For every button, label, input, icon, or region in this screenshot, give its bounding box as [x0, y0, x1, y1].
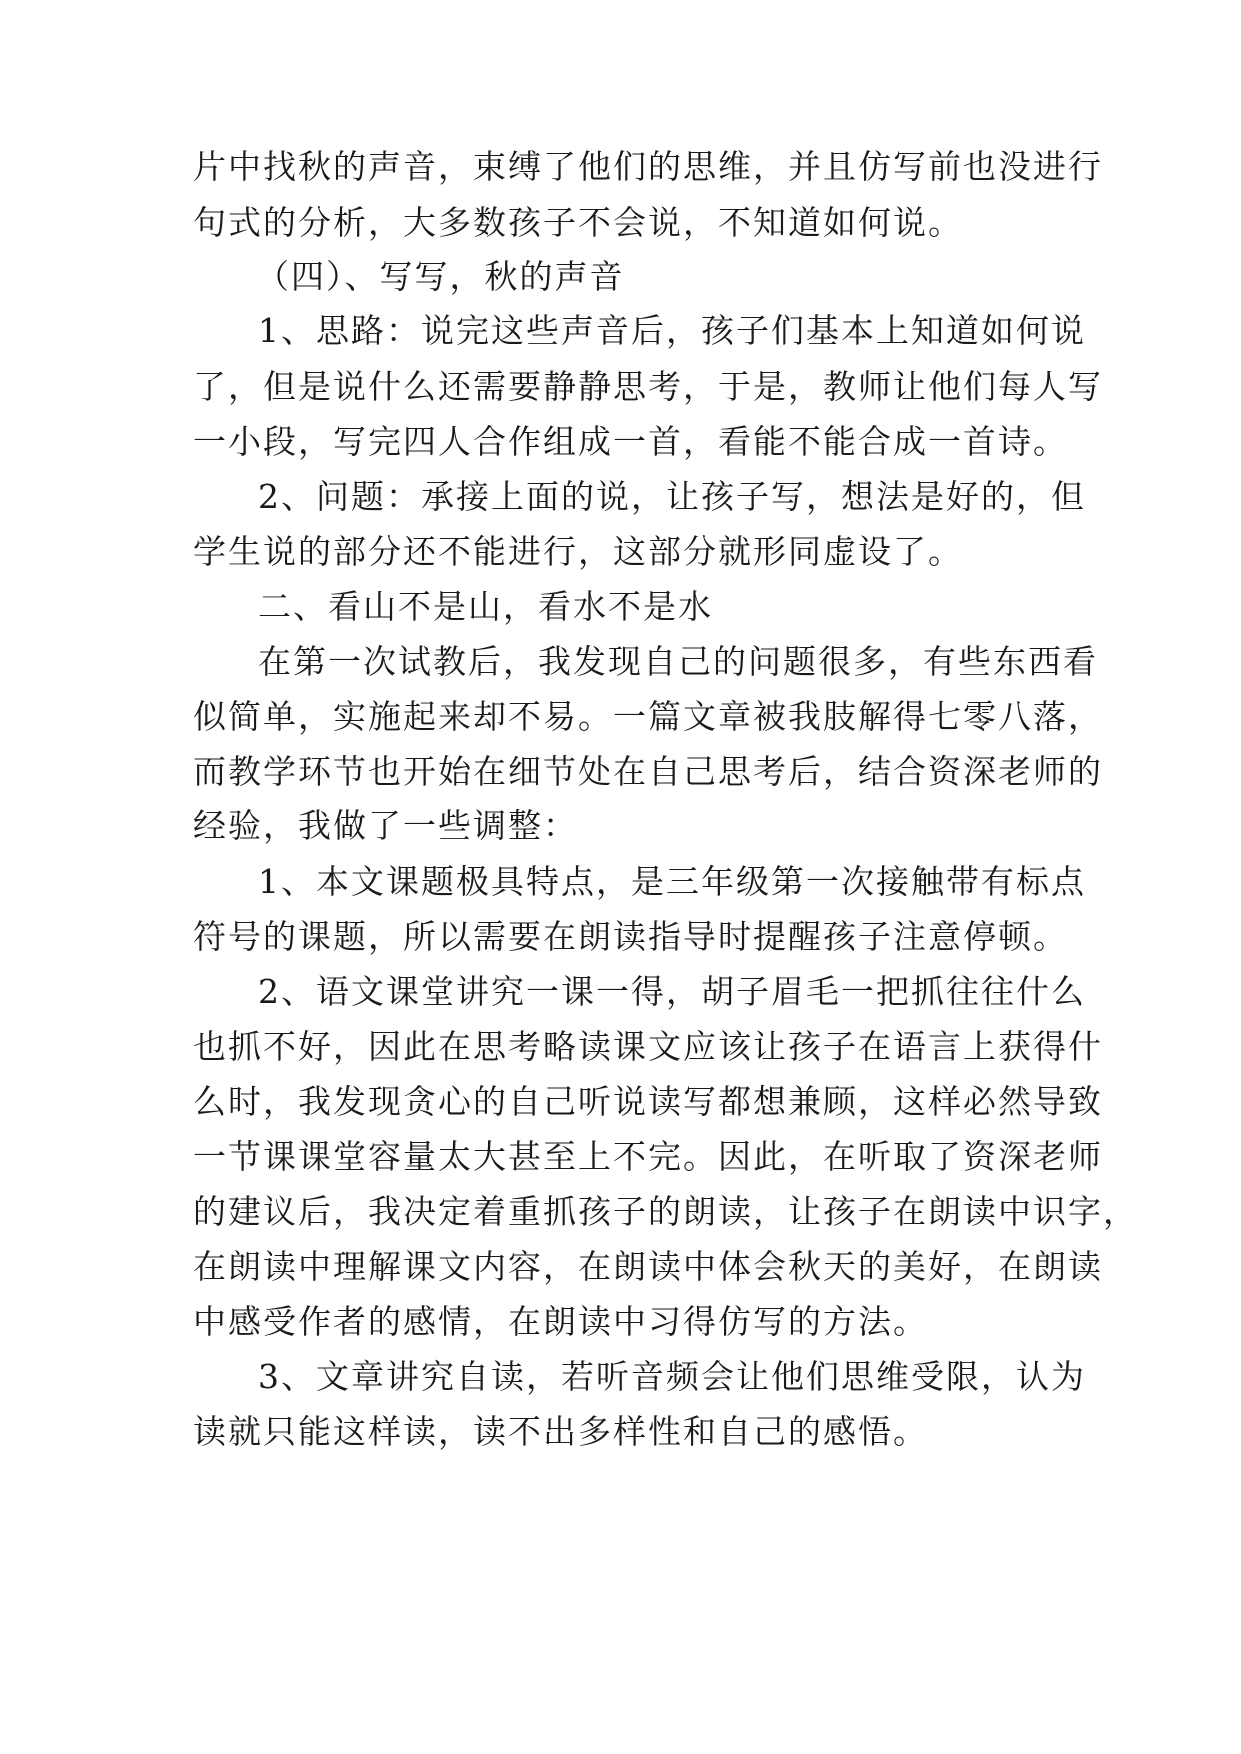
- text-line: 2、问题：承接上面的说，让孩子写，想法是好的，但: [258, 477, 1086, 516]
- text-line: 学生说的部分还不能进行，这部分就形同虚设了。: [193, 532, 963, 571]
- text-line: 读就只能这样读，读不出多样性和自己的感悟。: [193, 1412, 928, 1451]
- text-line: 在第一次试教后，我发现自己的问题很多，有些东西看: [258, 642, 1098, 681]
- text-line: 1、本文课题极具特点，是三年级第一次接触带有标点: [258, 862, 1086, 901]
- text-line: 3、文章讲究自读，若听音频会让他们思维受限，认为: [258, 1357, 1086, 1396]
- text-line: 符号的课题，所以需要在朗读指导时提醒孩子注意停顿。: [193, 917, 1068, 956]
- text-line: 一节课课堂容量太大甚至上不完。因此，在听取了资深老师: [193, 1137, 1103, 1176]
- text-line: 的建议后，我决定着重抓孩子的朗读，让孩子在朗读中识字，: [193, 1192, 1138, 1231]
- text-line: 句式的分析，大多数孩子不会说，不知道如何说。: [193, 203, 963, 242]
- text-line: 2、语文课堂讲究一课一得，胡子眉毛一把抓往往什么: [258, 972, 1086, 1011]
- text-line: 1、思路：说完这些声音后，孩子们基本上知道如何说: [258, 311, 1086, 350]
- text-line: 一小段，写完四人合作组成一首，看能不能合成一首诗。: [193, 422, 1068, 461]
- text-line: 中感受作者的感情，在朗读中习得仿写的方法。: [193, 1302, 928, 1341]
- text-line: 片中找秋的声音，束缚了他们的思维，并且仿写前也没进行: [193, 147, 1103, 186]
- text-line: 经验，我做了一些调整：: [193, 806, 578, 845]
- section-heading: （四）、写写，秋的声音: [256, 257, 625, 296]
- text-line: 么时，我发现贪心的自己听说读写都想兼顾，这样必然导致: [193, 1082, 1103, 1121]
- text-line: 而教学环节也开始在细节处在自己思考后，结合资深老师的: [193, 752, 1103, 791]
- text-line: 了，但是说什么还需要静静思考，于是，教师让他们每人写: [193, 367, 1103, 406]
- text-line: 似简单，实施起来却不易。一篇文章被我肢解得七零八落，: [193, 697, 1103, 736]
- text-line: 在朗读中理解课文内容，在朗读中体会秋天的美好，在朗读: [193, 1247, 1103, 1286]
- section-heading: 二、看山不是山，看水不是水: [258, 587, 713, 626]
- text-line: 也抓不好，因此在思考略读课文应该让孩子在语言上获得什: [193, 1027, 1103, 1066]
